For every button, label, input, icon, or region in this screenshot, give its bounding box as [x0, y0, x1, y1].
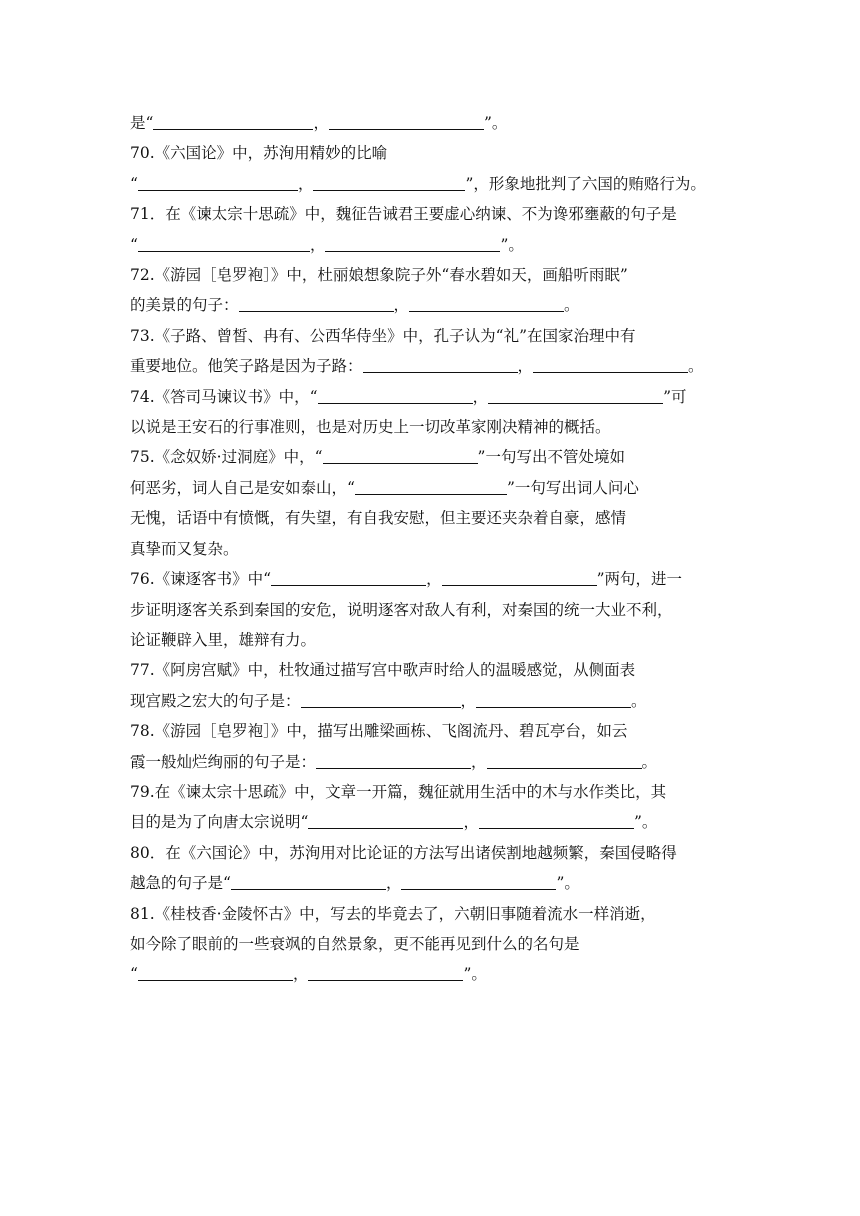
answer-blank[interactable] [308, 966, 463, 982]
answer-blank[interactable] [316, 753, 471, 769]
question-80: 80．在《六国论》中，苏洵用对比论证的方法写出诸侯割地越频繁，秦国侵略得 越急的句子是“ ， ”。 [130, 843, 677, 893]
question-list [130, 108, 730, 990]
answer-blank[interactable] [271, 570, 426, 586]
answer-blank[interactable] [301, 692, 461, 708]
answer-blank[interactable] [323, 449, 478, 465]
question-79: 79.在《谏太宗十思疏》中，文章一开篇，魏征就用生活中的木与水作类比，其 目的是为了向唐太宗说明“ ， ”。 [130, 782, 667, 832]
answer-blank[interactable] [138, 966, 293, 982]
question-77: 77.《阿房宫赋》中，杜牧通过描写宫中歌声时给人的温暖感觉，从侧面表 现宫殿之宏大的句子是： ， 。 [130, 661, 647, 710]
answer-blank[interactable] [239, 297, 394, 313]
answer-blank[interactable] [363, 358, 518, 374]
answer-blank[interactable] [488, 388, 663, 404]
question-69-tail: 是“ ， ”。 [130, 114, 508, 132]
answer-blank[interactable] [325, 236, 500, 252]
answer-blank[interactable] [479, 814, 634, 830]
answer-blank[interactable] [533, 358, 688, 374]
question-78: 78.《游园［皂罗袍］》中，描写出雕梁画栋、飞阁流丹、碧瓦亭台，如云 霞一般灿烂绚丽的句子是： ， 。 [130, 722, 658, 771]
answer-blank[interactable] [487, 753, 642, 769]
answer-blank[interactable] [442, 570, 597, 586]
answer-blank[interactable] [476, 692, 631, 708]
answer-blank[interactable] [401, 874, 556, 890]
answer-blank[interactable] [409, 297, 564, 313]
answer-blank[interactable] [329, 114, 484, 130]
question-76: 76.《谏逐客书》中“ ， ”两句，进一 步证明逐客关系到秦国的安危，说明逐客对敌人有利，对秦国的统一大业不利， 论证鞭辟入里，雄辩有力。 [130, 570, 683, 649]
question-72: 72.《游园［皂罗袍］》中，杜丽娘想象院子外“春水碧如天，画船听雨眠” 的美景的句子： ， 。 [130, 266, 628, 315]
answer-blank[interactable] [318, 388, 473, 404]
question-70: 70.《六国论》中，苏洵用精妙的比喻 “ ， ”，形象地批判了六国的贿赂行为。 [130, 144, 706, 193]
answer-blank[interactable] [231, 874, 386, 890]
question-71: 71．在《谏太宗十思疏》中，魏征告诫君王要虚心纳谏、不为谗邪壅蔽的句子是 “ ， ”。 [130, 205, 677, 254]
question-74: 74.《答司马谏议书》中，“ ， ”可 以说是王安石的行事准则，也是对历史上一切改革家刚决精神的概括。 [130, 387, 687, 437]
answer-blank[interactable] [355, 479, 507, 495]
question-75: 75.《念奴娇·过洞庭》中，“ ”一句写出不管处境如 何恶劣，词人自己是安如泰山，“ ”一句写出词人问心 无愧，话语中有愤慨，有失望，有自我安慰，但主要还夹杂着自豪，感情 真挚而又复杂。 [130, 448, 639, 558]
answer-blank[interactable] [313, 175, 465, 191]
question-73: 73.《子路、曾皙、冉有、公西华侍坐》中，孔子认为“礼”在国家治理中有 重要地位。他笑子路是因为子路： ， 。 [130, 326, 704, 376]
answer-blank[interactable] [138, 175, 298, 191]
answer-blank[interactable] [308, 814, 463, 830]
answer-blank[interactable] [138, 236, 310, 252]
answer-blank[interactable] [153, 114, 313, 130]
question-81: 81.《桂枝香·金陵怀古》中，写去的毕竟去了，六朝旧事随着流水一样消逝， 如今除了眼前的一些衰飒的自然景象，更不能再见到什么的名句是 “ ， ”。 [130, 904, 656, 984]
